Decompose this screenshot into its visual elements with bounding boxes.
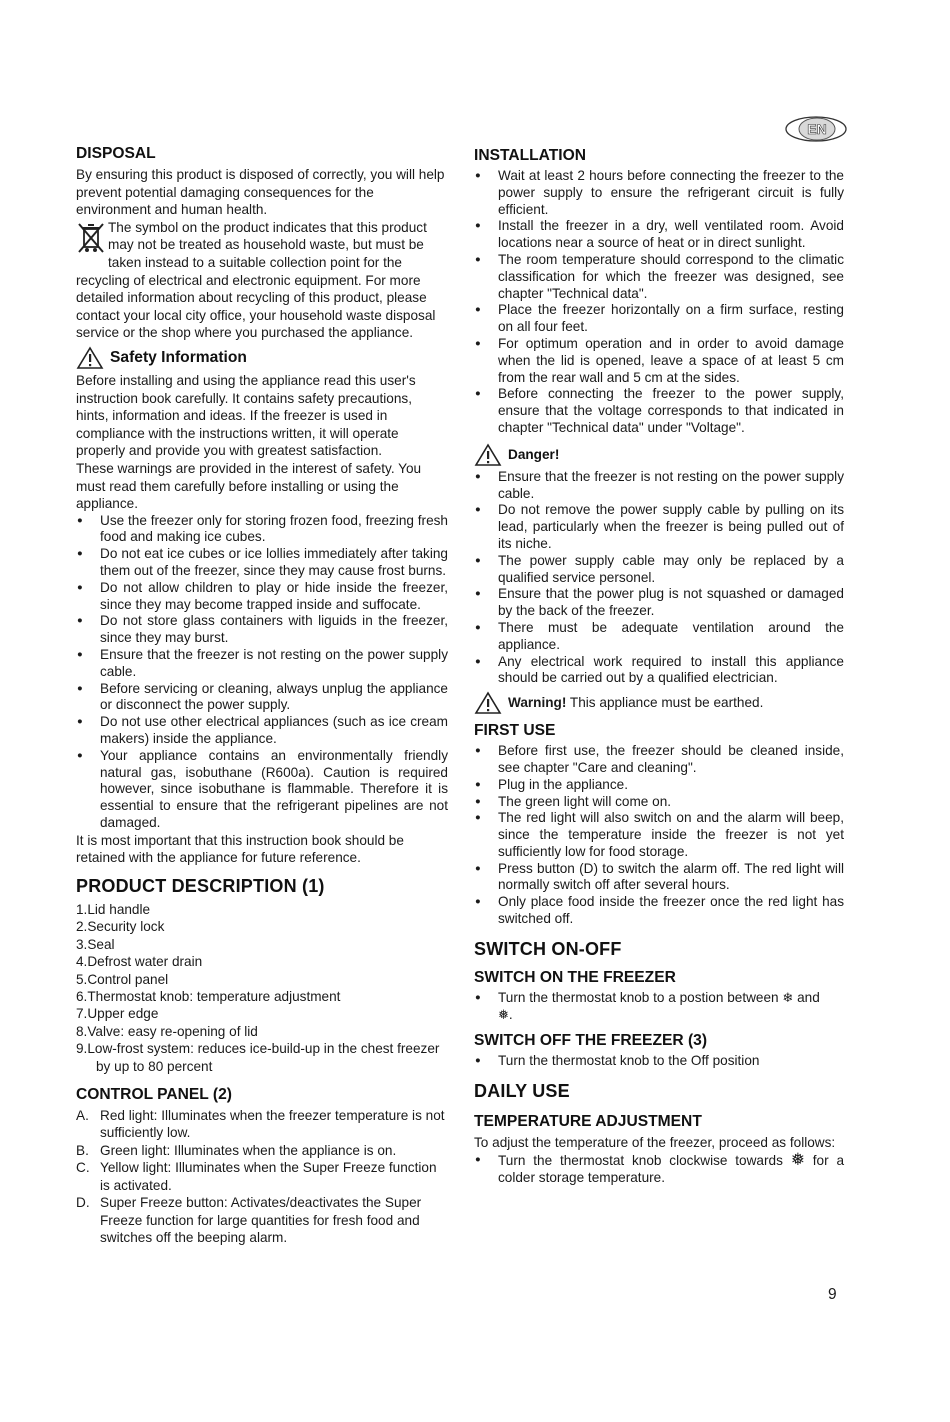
list-item: ● Do not remove the power supply cable by pulling on its lead, particularly when the freezer is being pulled out of its niche.: [474, 502, 844, 552]
warning-text: This appliance must be earthed.: [569, 695, 764, 711]
installation-list: [474, 168, 844, 437]
list-item: ● Place the freezer horizontally on a firm surface, resting on all four feet.: [474, 302, 844, 336]
list-item: ● Do not eat ice cubes or ice lollies immediately after taking them out of the freezer, since they may cause frost burns.: [76, 546, 448, 580]
list-item: 1.Lid handle: [76, 902, 151, 918]
list-item: ● Turn the thermostat knob to the Off position: [474, 1053, 844, 1070]
daily-use-heading: DAILY USE: [474, 1081, 570, 1102]
list-item: 7.Upper edge: [76, 1006, 159, 1022]
list-item: 6.Thermostat knob: temperature adjustment: [76, 989, 341, 1005]
list-item: ● Before connecting the freezer to the power supply, ensure that the voltage corresponds to that indicated in chapter "Technical data" under "Voltage".: [474, 386, 844, 436]
list-item: 9.Low-frost system: reduces ice-build-up in the chest freezer by up to 80 percent: [76, 1041, 440, 1074]
list-item: ● Your appliance contains an environmentally friendly natural gas, isobuthane (R600a). Caution is required however, since isobuthane is flammable. Therefore it is essential to ensure that the refrigerant pipelines are not damaged.: [76, 748, 448, 832]
warning-line: [508, 694, 763, 712]
safety-warnings-intro: These warnings are provided in the interest of safety. You must read them carefully before installing or using the appliance.: [76, 460, 422, 512]
installation-heading: INSTALLATION: [474, 147, 587, 164]
list-item: ● Before servicing or cleaning, always unplug the appliance or disconnect the power supply.: [76, 681, 448, 715]
item-text: Yellow light: Illuminates when the Super Freeze function is activated.: [100, 1160, 437, 1193]
switch-on-end: .: [508, 1006, 513, 1022]
item-text: Super Freeze button: Activates/deactivates the Super Freeze function for large quantities for fresh food and switches off the beeping alarm.: [100, 1195, 422, 1245]
control-panel-list: [76, 1107, 448, 1246]
temperature-text-b: for a colder storage temperature.: [498, 1152, 845, 1185]
disposal-symbol-text: The symbol on the product indicates that this product may not be treated as household waste, but must be taken instead to a suitable collection point for the recycling of electrical and electronic equipment. For more detailed information about recycling of this product, please contact your local city office, your household waste disposal service or the shop where you purchased the appliance.: [76, 219, 436, 341]
list-item: [76, 1107, 448, 1142]
item-text: Green light: Illuminates when the appliance is on.: [100, 1142, 397, 1158]
switch-off-heading: SWITCH OFF THE FREEZER (3): [474, 1032, 708, 1050]
danger-label: Danger!: [508, 447, 560, 463]
warning-triangle-icon: [474, 443, 502, 467]
switch-off-list: [474, 1053, 844, 1070]
right-column: [474, 140, 844, 1186]
disposal-heading: DISPOSAL: [76, 145, 156, 162]
switch-on-off-heading: SWITCH ON-OFF: [474, 938, 622, 959]
item-key: A.: [76, 1108, 89, 1124]
disposal-symbol-block: [76, 219, 448, 342]
safety-heading-row: [76, 346, 448, 370]
list-item: ● Install the freezer in a dry, well ventilated room. Avoid locations near a source of heat or in direct sunlight.: [474, 218, 844, 252]
safety-intro: Before installing and using the appliance read this user's instruction book carefully. It contains safety precautions, hints, information and ideas. If the freezer is used in compliance with the instructions written, it will operate properly and provide you with greatest satisfaction.: [76, 372, 416, 459]
list-item: 2.Security lock: [76, 919, 165, 935]
danger-list: [474, 469, 844, 687]
list-item: 4.Defrost water drain: [76, 954, 203, 970]
list-item: ● The green light will come on.: [474, 794, 844, 811]
page-number: 9: [828, 1286, 837, 1303]
list-item: ● Press button (D) to switch the alarm off. The red light will normally switch off after several hours.: [474, 861, 844, 895]
list-item: ● Any electrical work required to install this appliance should be carried out by a qualified electrician.: [474, 654, 844, 688]
language-badge-label: EN: [807, 121, 827, 137]
product-parts-list: [76, 901, 448, 1075]
list-item: ● There must be adequate ventilation around the appliance.: [474, 620, 844, 654]
list-item: ● For optimum operation and in order to avoid damage when the lid is opened, leave a space of at least 5 cm from the rear wall and 5 cm at the sides.: [474, 336, 844, 386]
disposal-intro: By ensuring this product is disposed of correctly, you will help prevent potential damaging consequences for the environment and human health.: [76, 167, 445, 218]
list-item: ● Do not allow children to play or hide inside the freezer, since they may become trapped inside and suffocate.: [76, 580, 448, 614]
snowflake-icon: ❅: [790, 1149, 805, 1169]
list-item: [474, 1149, 845, 1187]
temperature-text-a: Turn the thermostat knob clockwise towards: [498, 1152, 783, 1168]
temperature-list: [474, 1149, 845, 1187]
list-item: [76, 1159, 448, 1194]
warning-triangle-icon: [474, 691, 502, 715]
snowflake-icon: ❄: [782, 989, 794, 1005]
list-item: [474, 990, 844, 1024]
left-column: [76, 140, 448, 1246]
warning-label: Warning!: [508, 695, 567, 711]
list-item: ● Ensure that the power plug is not squashed or damaged by the back of the freezer.: [474, 586, 844, 620]
first-use-heading: FIRST USE: [474, 722, 556, 740]
list-item: ● The power supply cable may only be replaced by a qualified service personel.: [474, 553, 844, 587]
list-item: ● Wait at least 2 hours before connecting the freezer to the power supply to ensure the refrigerant circuit is fully efficient.: [474, 168, 844, 218]
list-item: 8.Valve: easy re-opening of lid: [76, 1023, 258, 1039]
danger-row: [474, 443, 844, 467]
switch-on-text: Turn the thermostat knob to a postion between: [498, 989, 779, 1005]
list-item: ● Ensure that the freezer is not resting on the power supply cable.: [474, 469, 844, 503]
list-item: ● Only place food inside the freezer once the red light has switched off.: [474, 894, 844, 928]
list-item: ● The room temperature should correspond to the climatic classification for which the freezer was designed, see chapter "Technical data".: [474, 252, 844, 302]
safety-closing: It is most important that this instruction book should be retained with the appliance for future reference.: [76, 832, 404, 866]
list-item: ● The red light will also switch on and the alarm will beep, since the temperature inside the freezer is not yet sufficiently low for food storage.: [474, 810, 844, 860]
list-item: ● Before first use, the freezer should be cleaned inside, see chapter "Care and cleaning".: [474, 743, 844, 777]
item-key: B.: [76, 1142, 89, 1158]
safety-list: [76, 513, 448, 832]
list-item: ● Do not store glass containers with liguids in the freezer, since they may burst.: [76, 613, 448, 647]
list-item: [76, 1142, 448, 1159]
switch-on-heading: SWITCH ON THE FREEZER: [474, 968, 676, 986]
control-panel-heading: CONTROL PANEL (2): [76, 1086, 232, 1104]
safety-heading: Safety Information: [110, 348, 247, 366]
item-text: Red light: Illuminates when the freezer temperature is not sufficiently low.: [100, 1108, 445, 1141]
warning-row: [474, 691, 844, 715]
temperature-intro: To adjust the temperature of the freezer, proceed as follows:: [474, 1135, 836, 1151]
list-item: ● Ensure that the freezer is not resting on the power supply cable.: [76, 647, 448, 681]
warning-triangle-icon: [76, 346, 104, 370]
crossed-bin-icon: [76, 221, 106, 255]
switch-on-list: [474, 990, 844, 1024]
list-item: ● Plug in the appliance.: [474, 777, 844, 794]
list-item: [76, 1194, 448, 1246]
list-item: 3.Seal: [76, 936, 115, 952]
list-item: ● Do not use other electrical appliances (such as ice cream makers) inside the appliance.: [76, 714, 448, 748]
switch-on-and: and: [797, 989, 820, 1005]
first-use-list: [474, 743, 844, 928]
temperature-adjustment-heading: TEMPERATURE ADJUSTMENT: [474, 1113, 702, 1131]
list-item: 5.Control panel: [76, 971, 169, 987]
item-key: C.: [76, 1160, 90, 1176]
snowflake-icon: ❅: [498, 1006, 509, 1022]
list-item: ● Use the freezer only for storing frozen food, freezing fresh food and making ice cubes.: [76, 513, 448, 547]
item-key: D.: [76, 1195, 90, 1211]
product-description-heading: PRODUCT DESCRIPTION (1): [76, 876, 325, 897]
